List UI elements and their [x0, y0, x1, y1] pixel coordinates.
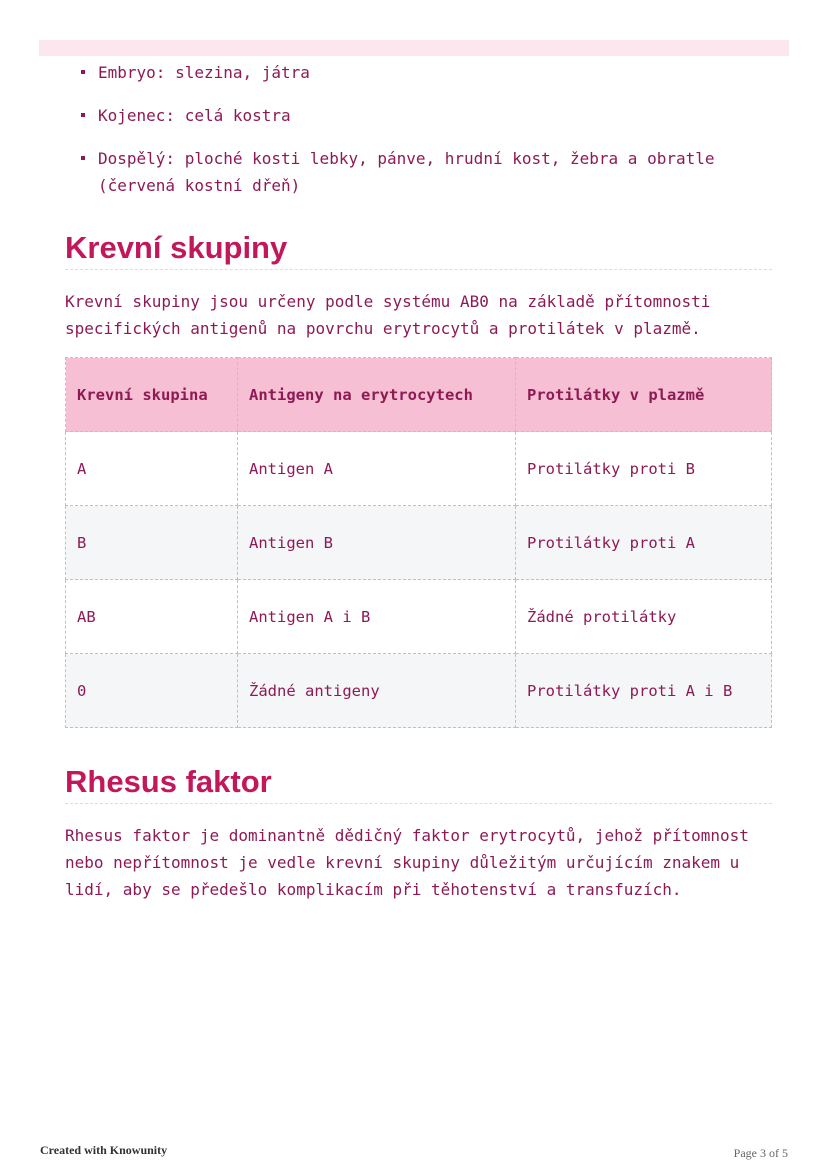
- table-cell: Antigen A i B: [238, 580, 516, 654]
- table-row: [66, 506, 772, 580]
- table-cell: Protilátky proti B: [516, 432, 772, 506]
- table-header-cell: Protilátky v plazmě: [516, 358, 772, 432]
- table-row: [66, 580, 772, 654]
- table-row: [66, 432, 772, 506]
- table-header-cell: Antigeny na erytrocytech: [238, 358, 516, 432]
- table-cell: Žádné antigeny: [238, 654, 516, 728]
- table-cell: Antigen A: [238, 432, 516, 506]
- section-heading-rhesus-faktor: Rhesus faktor: [65, 764, 272, 799]
- footer-credit: Created with Knowunity: [40, 1143, 168, 1157]
- table-header-row: [66, 358, 772, 432]
- list-item: Embryo: slezina, játra: [78, 59, 778, 86]
- table-header-cell: Krevní skupina: [66, 358, 238, 432]
- header-band: [39, 40, 789, 56]
- table-cell: AB: [66, 580, 238, 654]
- table-cell: B: [66, 506, 238, 580]
- table-cell: A: [66, 432, 238, 506]
- heading-divider: [65, 803, 772, 804]
- list-item: Kojenec: celá kostra: [78, 102, 778, 129]
- heading-divider: [65, 269, 772, 270]
- table-cell: Žádné protilátky: [516, 580, 772, 654]
- table-row: [66, 654, 772, 728]
- table-cell: Protilátky proti A i B: [516, 654, 772, 728]
- paragraph-rhesus-faktor: Rhesus faktor je dominantně dědičný faktor erytrocytů, jehož přítomnost nebo nepřítomnost je vedle krevní skupiny důležitým určujícím znakem u lidí, aby se předešlo komplikacím při těhotenství a transfuzích.: [65, 826, 749, 899]
- section-heading-krevni-skupiny: Krevní skupiny: [65, 230, 288, 265]
- blood-group-table: [65, 357, 772, 728]
- table-cell: Antigen B: [238, 506, 516, 580]
- bullet-list: [78, 59, 778, 215]
- list-item: Dospělý: ploché kosti lebky, pánve, hrudní kost, žebra a obratle (červená kostní dřeň): [78, 145, 768, 199]
- page-number: Page 3 of 5: [733, 1146, 788, 1160]
- paragraph-krevni-skupiny: Krevní skupiny jsou určeny podle systému AB0 na základě přítomnosti specifických antigenů na povrchu erytrocytů a protilátek v plazmě.: [65, 292, 711, 338]
- table-cell: 0: [66, 654, 238, 728]
- table-cell: Protilátky proti A: [516, 506, 772, 580]
